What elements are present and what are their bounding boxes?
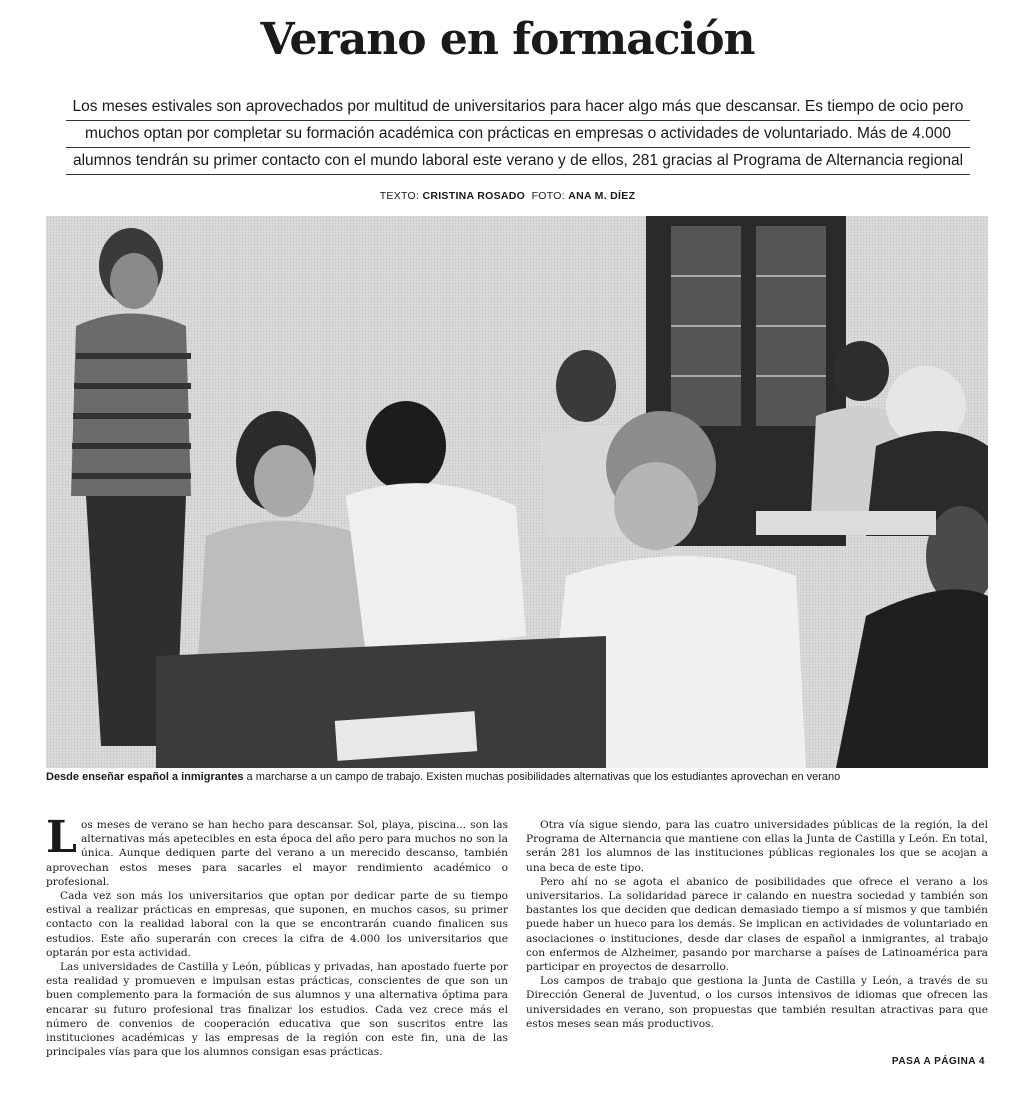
article-photo [46,216,988,768]
body-column-right [526,818,988,1031]
body-paragraph: Los campos de trabajo que gestiona la Junta de Castilla y León, a través de su Dirección General de Juventud, o los cursos intensivos de idiomas que ofrecen las universidades en verano, son propuestas que también resultan atractivas para que estos meses sean más productivos. [526,975,988,1030]
subhead-line: alumnos tendrán su primer contacto con el mundo laboral este verano y de ellos, 281 gracias al Programa de Alternancia regional [66,148,970,175]
subhead-line: muchos optan por completar su formación académica con prácticas en empresas o actividades de voluntariado. Más de 4.000 [66,121,970,148]
body-paragraph: Otra vía sigue siendo, para las cuatro universidades públicas de la región, la del Programa de Alternancia que mantiene con ellas la Junta de Castilla y León. En total, serán 281 los alumnos de las instituciones públicas regionales los que se acojan a una beca de este tipo. [526,819,988,874]
headline: Verano en formación [260,14,755,65]
subhead-line: Los meses estivales son aprovechados por multitud de universitarios para hacer algo más que descansar. Es tiempo de ocio pero [66,94,970,121]
body-paragraph: Las universidades de Castilla y León, públicas y privadas, han apostado fuerte por esta realidad y promueven e impulsan estas prácticas, conscientes de que son un buen complemento para la formación de sus alumnos y una alternativa óptima para encarar su futuro profesional tras finalizar los estudios. Cada vez crece más el número de convenios de cooperación educativa que son suscritos entre las instituciones académicas y las empresas de la región con este fin, una de las principales vías para que los alumnos consigan esas prácticas. [46,961,508,1059]
body-paragraph: Pero ahí no se agota el abanico de posibilidades que ofrece el verano a los universitarios. La solidaridad parece ir calando en nuestra sociedad y también son bastantes los que deciden que dedican demasiado tiempo a sí mismos y que también puede haber un hueco para los demás. Se implican en actividades de voluntariado en asociaciones o instituciones, desde dar clases de español a inmigrantes, al trabajo con enfermos de Alzheimer, pasando por marcharse a países de Latinoamérica para participar en proyectos de desarrollo. [526,875,988,974]
photo-credit-author: ANA M. DÍEZ [568,190,636,202]
text-credit-author: CRISTINA ROSADO [422,190,526,202]
text-credit-label: TEXTO: [379,190,420,202]
photo-caption [46,771,988,783]
credits [0,190,1015,202]
continue-jump-link: PASA A PÁGINA 4 [891,1056,985,1067]
body-column-left [46,812,508,1059]
body-paragraph: Cada vez son más los universitarios que optan por dedicar parte de su tiempo estival a realizar prácticas en empresas, que suponen, en muchos casos, su primer contacto con la realidad laboral con la que se encontrarán cuando finalicen sus estudios. Este año superarán con creces la cifra de 4.000 los universitarios que optarán por esta actividad. [46,890,508,959]
subhead [66,94,970,175]
photo-credit-label: FOTO: [531,190,565,202]
body-paragraph-text: os meses de verano se han hecho para descansar. Sol, playa, piscina... son las alternativas más apetecibles en esta época del año pero para muchos no son la única. Aunque dediquen parte del verano a un merecido descanso, también aprovechan estos meses para sacarles el mayor rendimiento académico o profesional. [46,819,508,888]
body-paragraph [46,812,508,889]
drop-cap: L [46,812,77,863]
caption-text: a marcharse a un campo de trabajo. Existen muchas posibilidades alternativas que los estudiantes aprovechan en verano [243,771,841,783]
caption-lead: Desde enseñar español a inmigrantes [46,771,244,783]
